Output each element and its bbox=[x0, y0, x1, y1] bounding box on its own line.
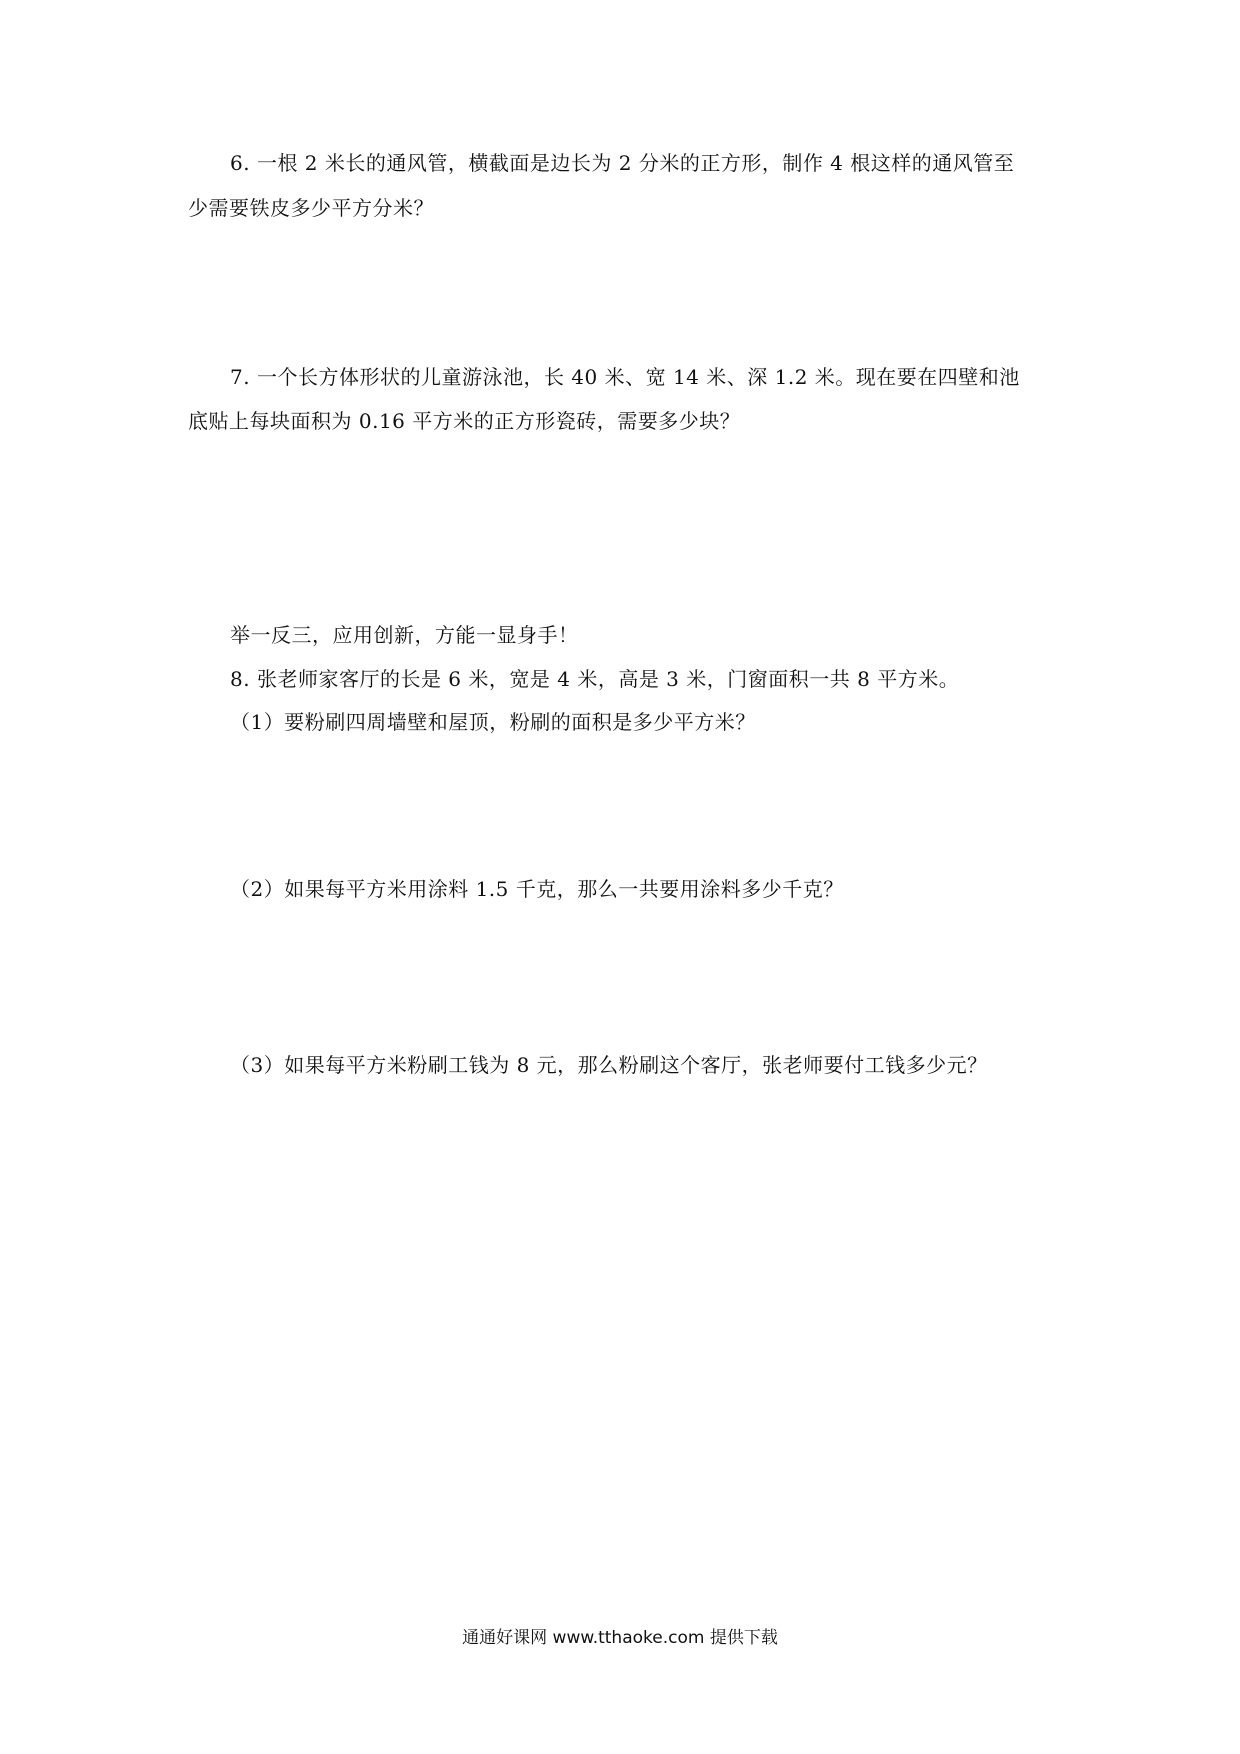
footer-source-note: 通通好课网 www.tthaoke.com 提供下载 bbox=[462, 1628, 778, 1648]
problem-7-line-2: 底贴上每块面积为 0.16 平方米的正方形瓷砖，需要多少块？ bbox=[188, 409, 741, 433]
problem-8-question-2: （2）如果每平方米用涂料 1.5 千克，那么一共要用涂料多少千克？ bbox=[230, 877, 844, 901]
problem-8-question-3: （3）如果每平方米粉刷工钱为 8 元，那么粉刷这个客厅，张老师要付工钱多少元？ bbox=[230, 1053, 988, 1077]
problem-6-line-2: 少需要铁皮多少平方分米？ bbox=[188, 196, 434, 220]
section-heading: 举一反三，应用创新，方能一显身手！ bbox=[230, 623, 579, 647]
problem-8-stem: 8. 张老师家客厅的长是 6 米，宽是 4 米，高是 3 米，门窗面积一共 8 平方米。 bbox=[230, 667, 960, 691]
problem-7-line-1: 7. 一个长方体形状的儿童游泳池，长 40 米、宽 14 米、深 1.2 米。现在要在四壁和池 bbox=[230, 365, 1020, 389]
problem-8-question-1: （1）要粉刷四周墙壁和屋顶，粉刷的面积是多少平方米？ bbox=[230, 710, 756, 734]
problem-6-line-1: 6. 一根 2 米长的通风管，横截面是边长为 2 分米的正方形，制作 4 根这样的通风管至 bbox=[230, 151, 1015, 175]
